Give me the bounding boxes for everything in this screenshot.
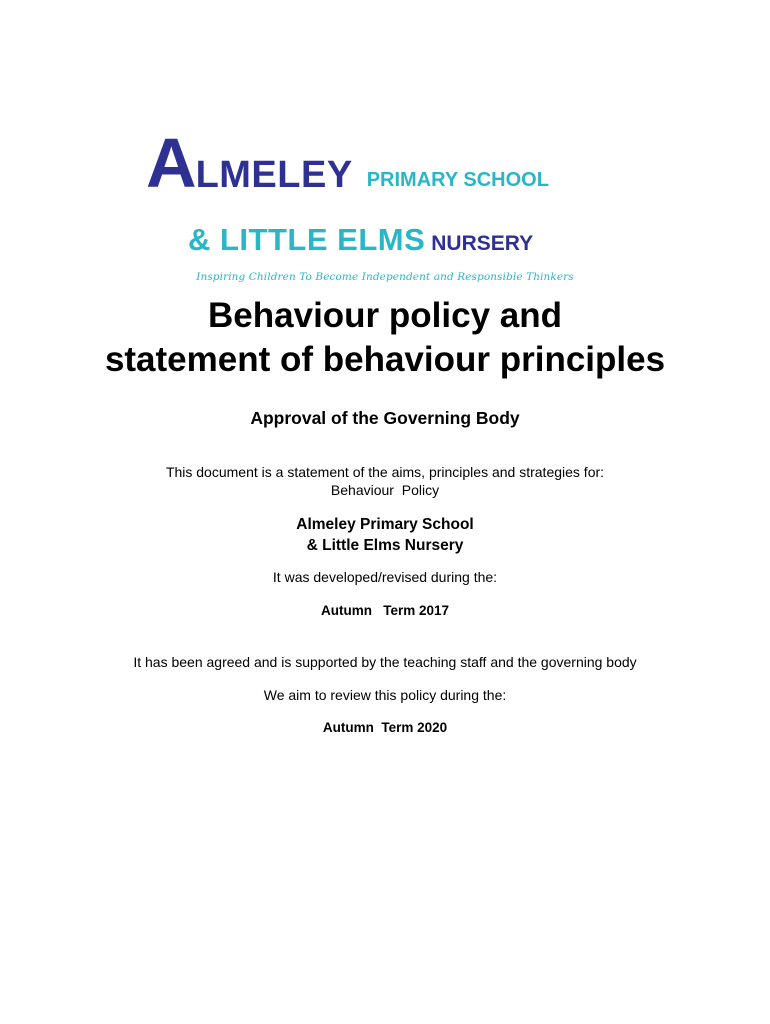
logo-big-letter: A <box>146 124 196 202</box>
school-name-line-2: & Little Elms Nursery <box>306 537 464 554</box>
logo-line-little-elms <box>188 224 533 255</box>
logo-name-rest: LMELEY <box>195 154 353 196</box>
statement-line-1: This document is a statement of the aims, principles and strategies for: <box>165 464 605 480</box>
developed-term: Autumn Term 2017 <box>320 603 450 618</box>
statement-text <box>0 463 770 499</box>
school-tagline: Inspiring Children To Become Independent and Responsible Thinkers <box>196 271 574 283</box>
review-term: Autumn Term 2020 <box>322 720 448 735</box>
school-name-line-1: Almeley Primary School <box>296 516 474 533</box>
logo-nursery: NURSERY <box>431 232 534 255</box>
review-text: We aim to review this policy during the: <box>263 687 507 703</box>
agreed-text: It has been agreed and is supported by the teaching staff and the governing body <box>133 654 637 670</box>
logo-primary-school: PRIMARY SCHOOL <box>366 169 549 191</box>
logo-little-elms: & LITTLE ELMS <box>188 222 426 257</box>
approval-heading: Approval of the Governing Body <box>250 408 520 428</box>
developed-text: It was developed/revised during the: <box>272 569 498 585</box>
school-name <box>0 514 770 556</box>
document-title <box>0 294 770 382</box>
logo-line-almeley <box>146 124 549 202</box>
statement-line-2: Behaviour Policy <box>330 482 440 498</box>
title-line-2: statement of behaviour principles <box>104 340 666 379</box>
title-line-1: Behaviour policy and <box>208 296 562 335</box>
